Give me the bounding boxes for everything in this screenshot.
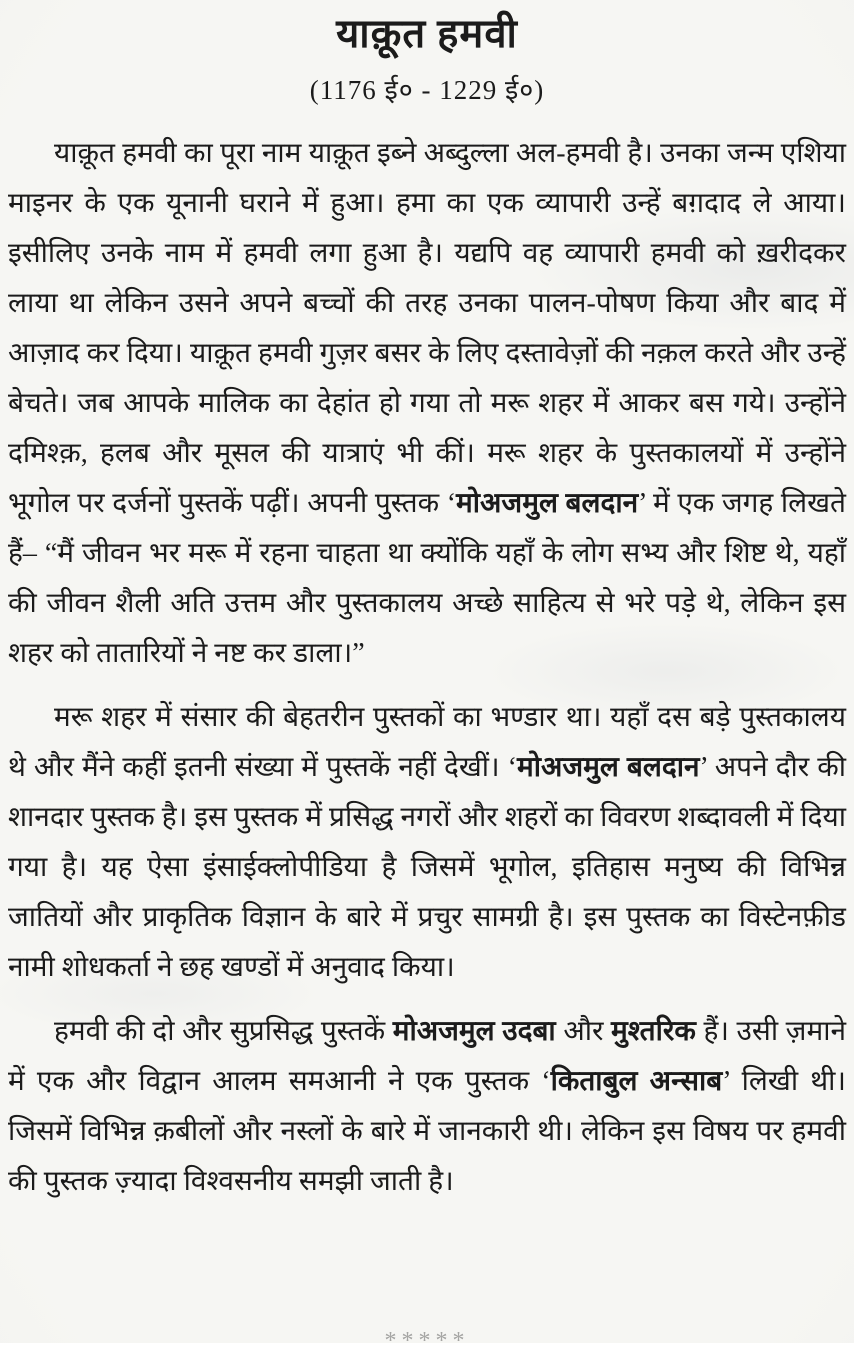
book-title-emphasis: मोअजमुल बलदान [456,488,639,519]
body-text [8,129,846,1207]
text-segment: ’ लिखी थी। जिसमें विभिन्न क़बीलों और नस्लों के बारे में जानकारी थी। लेकिन इस विषय पर हमवी की पुस्तक ज़्यादा विश्वसनीय समझी जाती है। [8,1066,846,1197]
book-title-emphasis: मुश्तरिक [611,1016,696,1047]
text-segment: याक़ूत हमवी का पूरा नाम याक़ूत इब्ने अब्दुल्ला अल-हमवी है। उनका जन्म एशिया माइनर के एक यूनानी घराने में हुआ। हमा का एक व्यापारी उन्हें बग़दाद ले आया। इसीलिए उनके नाम में हमवी लगा हुआ है। यद्यपि वह व्यापारी हमवी को ख़रीदकर लाया था लेकिन उसने अपने बच्चों की तरह उनका पालन-पोषण किया और बाद में आज़ाद कर दिया। याक़ूत हमवी गुज़र बसर के लिए दस्तावेज़ों की नक़ल करते और उन्हें बेचते। जब आपके मालिक का देहांत हो गया तो मरू शहर में आकर बस गये। उन्होंने दमिश्क़, हलब और मूसल की यात्राएं भी कीं। मरू शहर के पुस्तकालयों में उन्होंने भूगोल पर दर्जनों पुस्तकें पढ़ीं। अपनी पुस्तक ‘ [8,138,846,519]
text-segment: हैं। उसी ज़माने में एक और विद्वान आलम समआनी ने एक पुस्तक ‘ [8,1016,846,1097]
book-title-emphasis: किताबुल अन्साब [550,1066,723,1097]
text-segment: ’ में एक जगह लिखते हैं– “मैं जीवन भर मरू में रहना चाहता था क्योंकि यहाँ के लोग सभ्य और शिष्ट थे, यहाँ की जीवन शैली अति उत्तम और पुस्तकालय अच्छे साहित्य से भरे पड़े थे, लेकिन इस शहर को तातारियों ने नष्ट कर डाला।” [8,488,846,669]
footer-ornament: ***** [384,1328,470,1354]
paragraph [8,693,846,993]
book-title-emphasis: मोअजमुल बलदान [516,752,700,783]
text-segment: हमवी की दो और सुप्रसिद्ध पुस्तकें [54,1016,393,1047]
paragraph [8,1007,846,1207]
page-subtitle: (1176 ई० - 1229 ई०) [309,75,545,105]
text-segment: ’ अपने दौर की शानदार पुस्तक है। इस पुस्तक में प्रसिद्ध नगरों और शहरों का विवरण शब्दावली में दिया गया है। यह ऐसा इंसाईक्लोपीडिया है जिसमें भूगोल, इतिहास मनुष्य की विभिन्न जातियों और प्राकृतिक विज्ञान के बारे में प्रचुर सामग्री है। इस पुस्तक का विस्टेनफ़ीड नामी शोधकर्ता ने छह खण्डों में अनुवाद किया। [8,752,846,983]
text-segment: मरू शहर में संसार की बेहतरीन पुस्तकों का भण्डार था। यहाँ दस बड़े पुस्तकालय थे और मैंने कहीं इतनी संख्या में पुस्तकें नहीं देखीं। ‘ [8,702,846,783]
text-segment: और [555,1016,612,1047]
page-title: याक़ूत हमवी [336,11,518,56]
book-title-emphasis: मोअजमुल उदबा [392,1016,556,1047]
paragraph [8,129,846,679]
